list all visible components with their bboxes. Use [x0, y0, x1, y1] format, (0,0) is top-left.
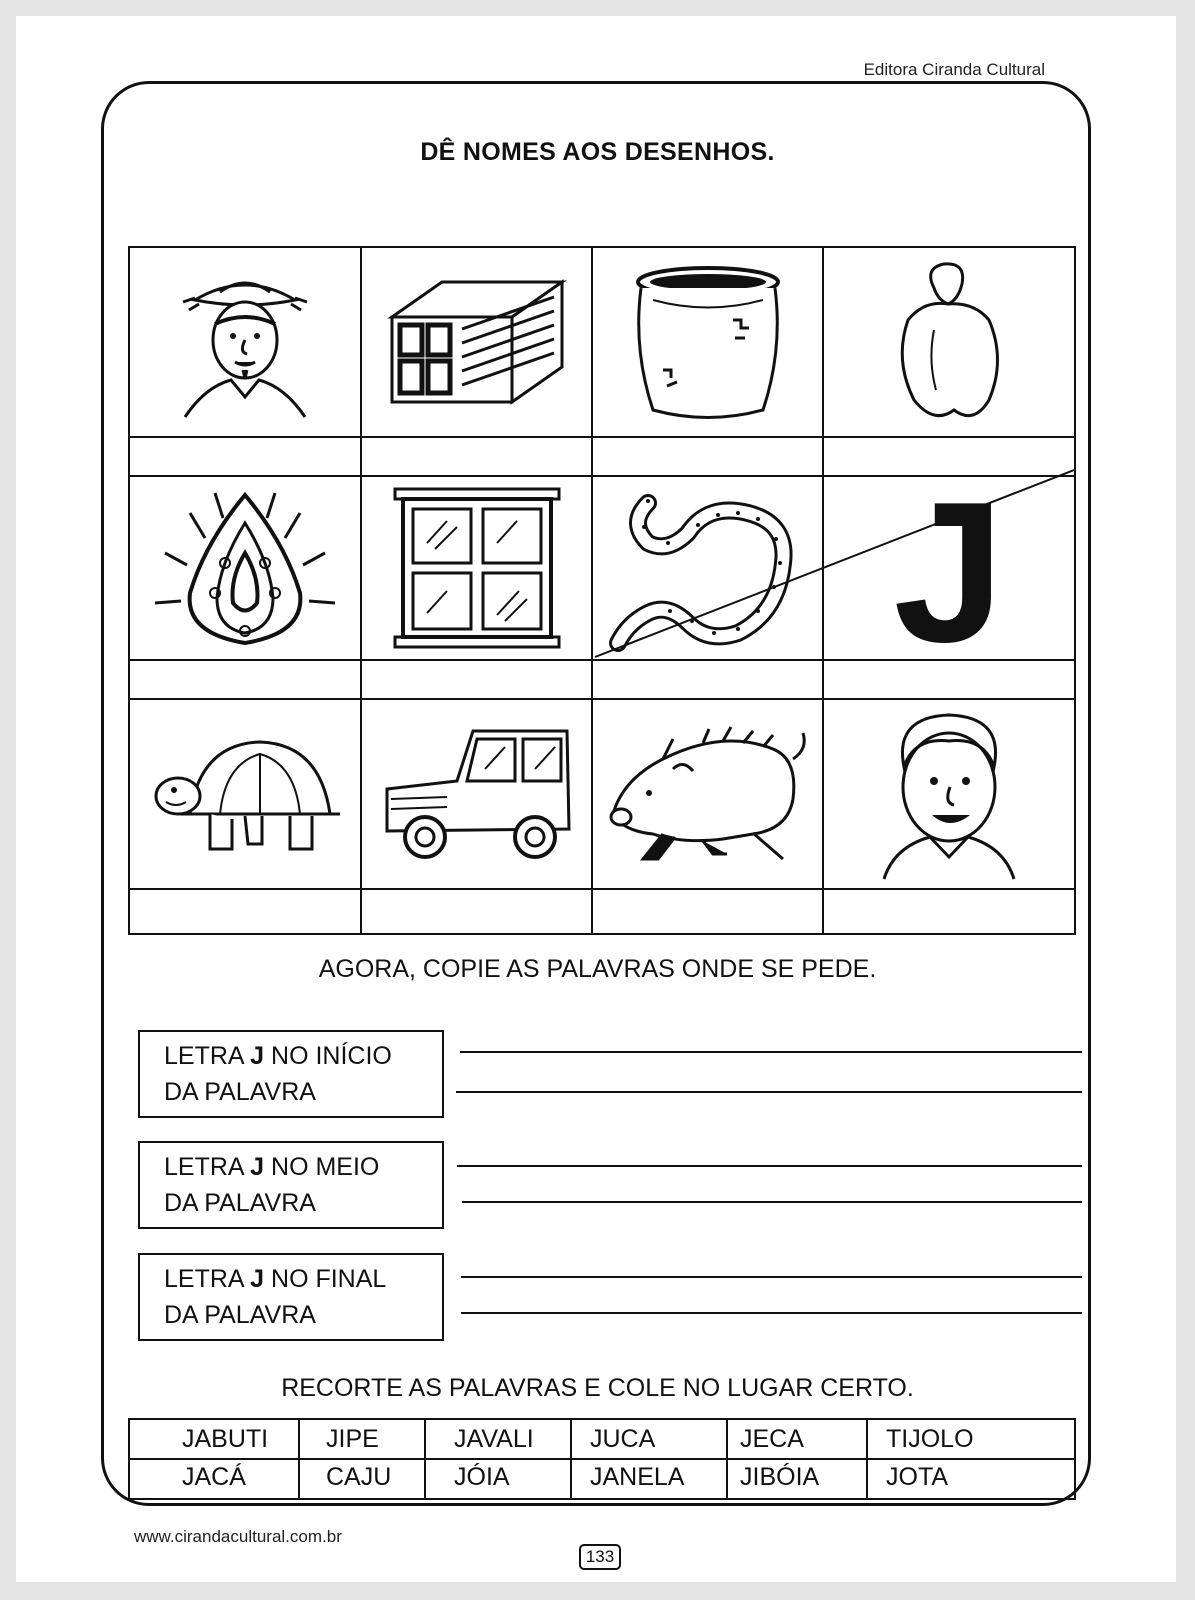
word-cell[interactable]: JIPE	[326, 1425, 379, 1453]
word-cell[interactable]: JIBÓIA	[740, 1463, 820, 1491]
prompt-line-1: LETRA J NO MEIO	[164, 1153, 380, 1181]
word-cell[interactable]: JABUTI	[182, 1425, 269, 1453]
word-cell[interactable]: JECA	[740, 1425, 804, 1453]
word-cell[interactable]: JOTA	[886, 1463, 949, 1491]
word-cell[interactable]: CAJU	[326, 1463, 392, 1491]
page-number: 133	[579, 1544, 621, 1570]
cut-instruction: RECORTE AS PALAVRAS E COLE NO LUGAR CERTO.	[281, 1374, 914, 1402]
word-cell[interactable]: JÓIA	[454, 1463, 510, 1491]
wild-boar-icon	[603, 719, 813, 869]
word-cell[interactable]: TIJOLO	[886, 1425, 974, 1453]
word-table-col-line	[298, 1420, 300, 1498]
word-cell[interactable]: JUCA	[590, 1425, 656, 1453]
footer-url: www.cirandacultural.com.br	[134, 1527, 342, 1546]
word-table-col-line	[726, 1420, 728, 1498]
prompt-line-1: LETRA J NO INÍCIO	[164, 1042, 392, 1070]
word-cell[interactable]: JAVALI	[454, 1425, 534, 1453]
copy-instruction: AGORA, COPIE AS PALAVRAS ONDE SE PEDE.	[318, 955, 877, 983]
prompt-box-start	[138, 1030, 444, 1118]
write-line[interactable]	[461, 1276, 1082, 1278]
picture-wild-boar	[593, 700, 822, 888]
jeep-icon	[377, 719, 577, 869]
write-line[interactable]	[462, 1201, 1082, 1203]
prompt-line-1: LETRA J NO FINAL	[164, 1265, 387, 1293]
boy-icon	[874, 707, 1024, 882]
word-cell[interactable]: JACÁ	[182, 1463, 246, 1491]
picture-boy	[824, 700, 1074, 888]
write-line[interactable]	[456, 1091, 1082, 1093]
picture-jeep	[362, 700, 591, 888]
tortoise-icon	[150, 724, 340, 864]
write-line[interactable]	[457, 1165, 1082, 1167]
letter-j-text: J	[893, 483, 1005, 653]
prompt-line-2: DA PALAVRA	[164, 1189, 316, 1217]
prompt-box-end	[138, 1253, 444, 1341]
prompt-box-middle	[138, 1141, 444, 1229]
word-table-col-line	[866, 1420, 868, 1498]
prompt-line-2: DA PALAVRA	[164, 1078, 316, 1106]
prompt-line-2: DA PALAVRA	[164, 1301, 316, 1329]
picture-grid	[128, 246, 1076, 935]
picture-tortoise	[130, 700, 360, 888]
word-cell[interactable]: JANELA	[590, 1463, 685, 1491]
page-title: DÊ NOMES AOS DESENHOS.	[420, 138, 775, 166]
word-table	[128, 1418, 1076, 1500]
word-table-col-line	[424, 1420, 426, 1498]
word-table-col-line	[570, 1420, 572, 1498]
write-line[interactable]	[460, 1051, 1082, 1053]
write-line[interactable]	[461, 1312, 1082, 1314]
publisher-name: Editora Ciranda Cultural	[863, 60, 1045, 79]
